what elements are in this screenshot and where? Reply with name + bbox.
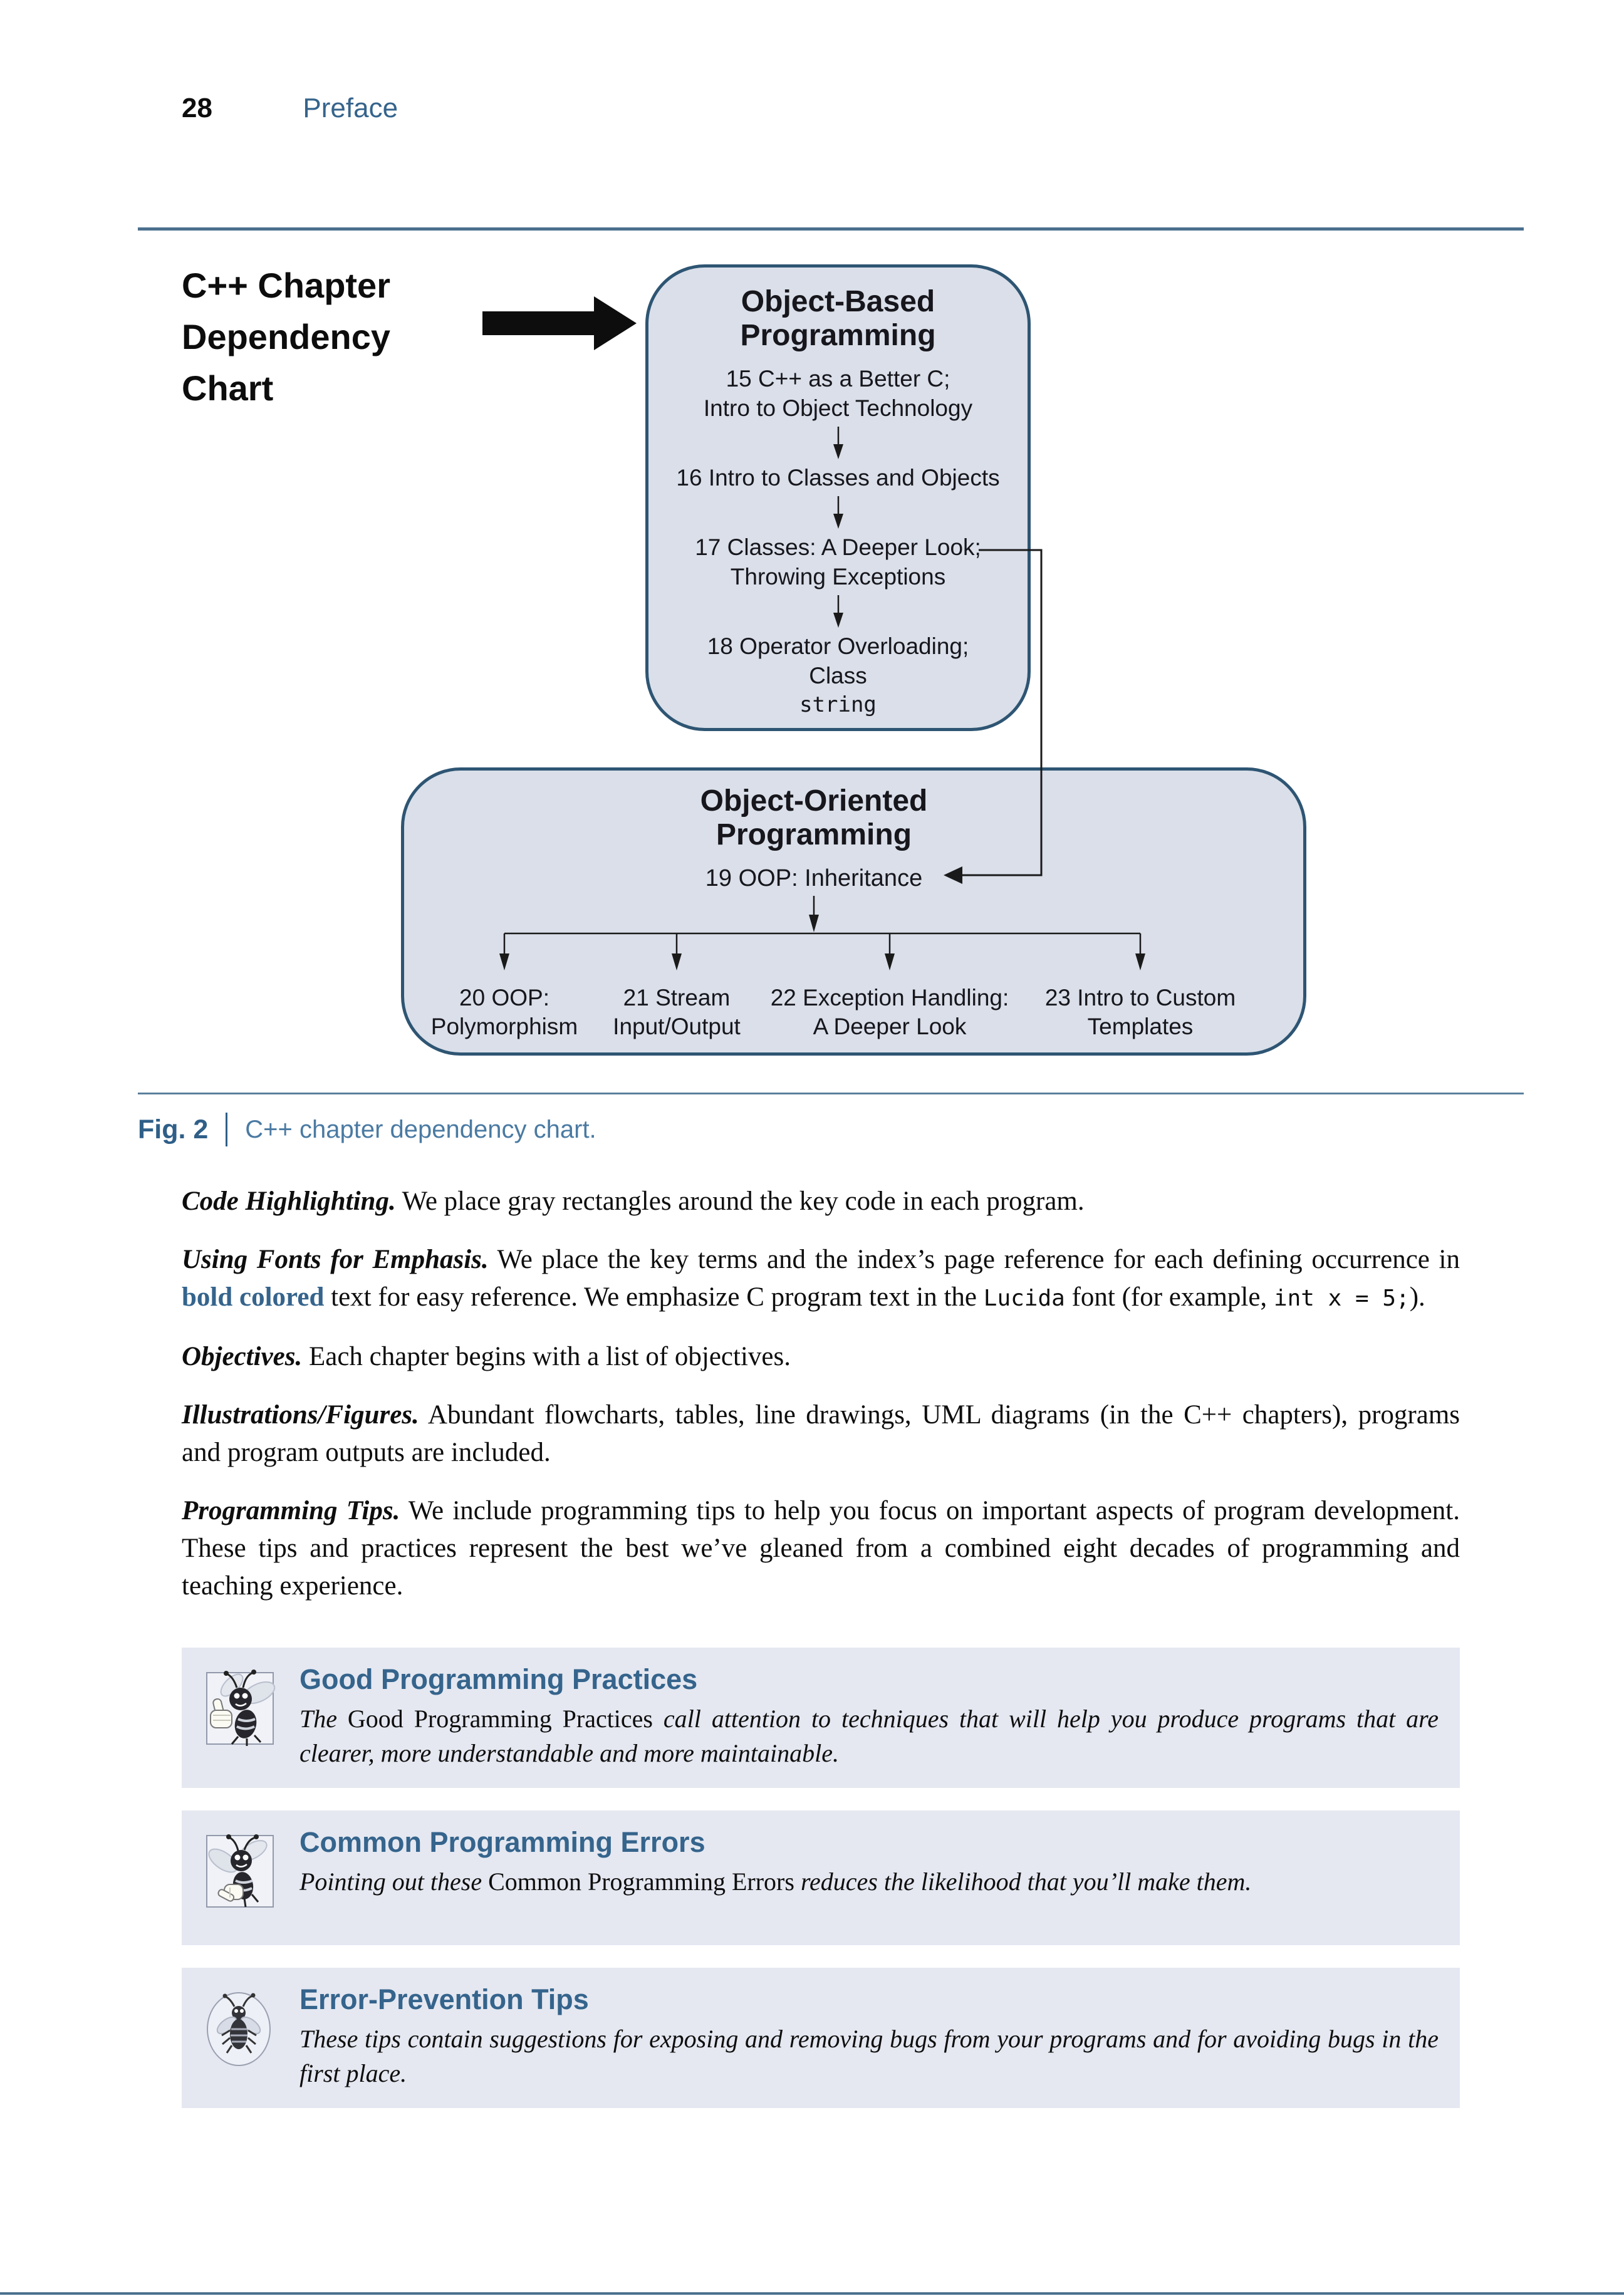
fly-icon [199,1983,299,2085]
chart-heading-line: Dependency [182,317,390,356]
chapter-line: 23 Intro to Custom [1044,985,1236,1010]
chapter-line [648,661,1028,720]
chapter-line: Throwing Exceptions [730,564,946,590]
code-token: string [799,692,877,717]
chapter-15 [648,364,1028,423]
paragraph-objectives [182,1338,1460,1376]
paragraph-lead: Code Highlighting. [182,1187,396,1216]
object-oriented-programming-box [401,767,1306,1056]
tip-common-programming-errors [182,1810,1460,1945]
paragraph-lead: Using Fonts for Emphasis. [182,1245,489,1274]
figure-caption-text: C++ chapter dependency chart. [245,1115,596,1143]
bold-colored-term: bold colored [182,1282,325,1312]
box-title-line: Programming [740,319,936,352]
figure-rule [138,1093,1524,1094]
tip-text [299,2022,1439,2091]
tip-text [299,1701,1439,1770]
tip-title: Common Programming Errors [299,1826,705,1858]
tip-body [299,1983,1439,2091]
paragraph-programming-tips [182,1492,1460,1605]
paragraph-lead: Programming Tips. [182,1496,400,1525]
down-arrow-icon [831,496,846,529]
tip-text-italic: The [299,1705,348,1733]
box-title-line: Object-Based [741,285,935,318]
chart-heading [182,260,390,414]
bottom-rule [0,2292,1624,2295]
paragraph-text: Abundant flowcharts, tables, line drawings, UML diagrams (in the C++ chapters), programs and program outputs are included. [182,1400,1460,1467]
tip-good-programming-practices [182,1648,1460,1788]
chapter-line: 15 C++ as a Better C; [726,366,950,392]
tip-text-italic: Pointing out these [299,1867,489,1896]
chapter-line: 16 Intro to Classes and Objects [676,465,1000,491]
paragraph-text: text for easy reference. We emphasize C program text in the [324,1282,984,1312]
figure-label: Fig. 2 [138,1114,209,1145]
paragraph-illustrations [182,1396,1460,1472]
object-based-programming-box [645,264,1031,731]
paragraph-fonts-emphasis [182,1241,1460,1317]
chapter-22 [752,984,1028,1041]
tip-text-roman: Good Programming Practices [347,1705,653,1733]
chapter-line: Templates [1087,1014,1194,1039]
big-right-arrow-icon [482,296,637,350]
chapter-line: 18 Operator Overloading; [707,633,969,659]
tip-text [299,1864,1439,1899]
chapter-16 [648,463,1028,492]
down-arrow-icon [831,426,846,460]
chart-heading-line: Chart [182,368,274,408]
tip-title: Good Programming Practices [299,1663,698,1695]
tip-text-italic: These tips contain suggestions for exposing and removing bugs from your programs and for avoiding bugs in the first place. [299,2025,1439,2087]
tip-error-prevention-tips [182,1968,1460,2108]
bug-pointing-icon [199,1826,299,1928]
paragraph-lead: Illustrations/Figures. [182,1400,419,1430]
paragraph-lead: Objectives. [182,1342,303,1371]
figure-caption [138,1113,596,1146]
paragraph-text: Each chapter begins with a list of objectives. [302,1342,791,1371]
bee-thumbs-up-icon [199,1663,299,1765]
chapter-line: A Deeper Look [813,1014,967,1039]
tip-text-italic: call attention to techniques that will help you produce programs that are clearer, more understandable and more maintainable. [299,1705,1439,1767]
down-arrow-icon [831,595,846,628]
code-token: Lucida [983,1286,1065,1311]
chapter-text: Class [809,663,867,688]
box-title [648,285,1028,353]
figure-separator [226,1113,227,1146]
chapter-line: 20 OOP: [459,985,549,1010]
page-number: 28 [182,93,212,123]
paragraph-text: We place the key terms and the index’s page reference for each defining occurrence in [488,1245,1460,1274]
tip-title: Error-Prevention Tips [299,1983,589,2015]
chapter-17 [648,532,1028,591]
paragraph-text: We place gray rectangles around the key code in each program. [395,1187,1085,1216]
body-content [182,1183,1460,2131]
tip-text-italic: reduces the likelihood that you’ll make them. [794,1867,1252,1896]
chart-heading-line: C++ Chapter [182,266,390,305]
chapter-19: 19 OOP: Inheritance [705,865,923,891]
box-title-line: Object-Oriented [700,784,928,818]
chapter-line: Input/Output [613,1014,741,1039]
top-rule [138,227,1524,231]
paragraph-text: We include programming tips to help you focus on important aspects of program development. These tips and practices represent the best we’ve gleaned from a combined eight decades of programming and teaching experience. [182,1496,1460,1601]
branch-arrows [404,896,1309,980]
box-title-line: Programming [716,818,912,851]
code-token: int x = 5; [1273,1286,1410,1311]
paragraph-code-highlighting [182,1183,1460,1220]
chapter-23 [1002,984,1278,1041]
chapter-line: 22 Exception Handling: [770,985,1009,1010]
section-title: Preface [303,93,398,123]
chapter-18 [648,631,1028,720]
chapter-line: 21 Stream [623,985,731,1010]
tip-body [299,1826,1439,1899]
chapter-line: Intro to Object Technology [703,395,973,421]
chapter-line: 17 Classes: A Deeper Look; [695,534,981,560]
chapter-line: Polymorphism [430,1014,578,1039]
paragraph-text: font (for example, [1064,1282,1274,1312]
running-head [182,93,398,124]
tip-body [299,1663,1439,1770]
tip-text-roman: Common Programming Errors [488,1867,794,1896]
box-title [404,784,1224,852]
paragraph-text: ). [1409,1282,1425,1312]
